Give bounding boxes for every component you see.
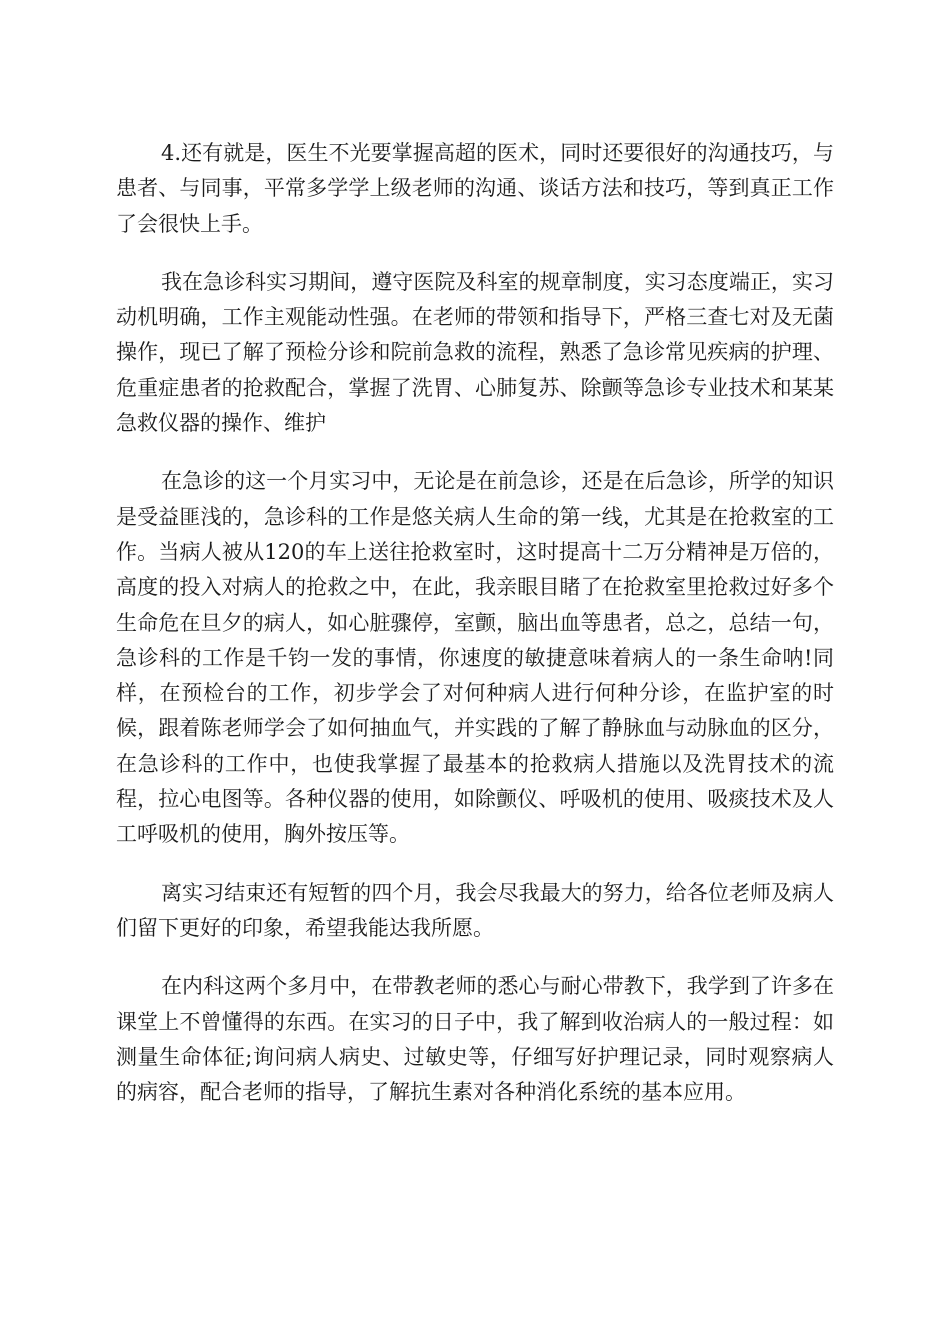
paragraph-communication-skills: 4.还有就是，医生不光要掌握高超的医术，同时还要很好的沟通技巧，与患者、与同事，平常多学学上级老师的沟通、谈话方法和技巧，等到真正工作了会很快上手。: [116, 141, 834, 236]
paragraph-emergency-internship-conduct: 我在急诊科实习期间，遵守医院及科室的规章制度，实习态度端正，实习动机明确，工作主观能动性强。在老师的带领和指导下，严格三查七对及无菌操作，现已了解了预检分诊和院前急救的流程，熟悉了急诊常见疾病的护理、危重症患者的抢救配合，掌握了洗胃、心肺复苏、除颤等急诊专业技术和某某急救仪器的操作、维护: [116, 269, 834, 436]
paragraph-emergency-month-experience: 在急诊的这一个月实习中，无论是在前急诊，还是在后急诊，所学的知识是受益匪浅的，急诊科的工作是悠关病人生命的第一线，尤其是在抢救室的工作。当病人被从120的车上送往抢救室时，这时提高十二万分精神是万倍的，高度的投入对病人的抢救之中，在此，我亲眼目睹了在抢救室里抢救过好多个生命危在旦夕的病人，如心脏骤停，室颤，脑出血等患者，总之，总结一句，急诊科的工作是千钧一发的事情，你速度的敏捷意味着病人的一条生命呐!同样，在预检台的工作，初步学会了对何种病人进行何种分诊，在监护室的时候，跟着陈老师学会了如何抽血气，并实践的了解了静脉血与动脉血的区分，在急诊科的工作中，也使我掌握了最基本的抢救病人措施以及洗胃技术的流程，拉心电图等。各种仪器的使用，如除颤仪、呼吸机的使用、吸痰技术及人工呼吸机的使用，胸外按压等。: [116, 469, 834, 847]
paragraph-remaining-months: 离实习结束还有短暂的四个月，我会尽我最大的努力，给各位老师及病人们留下更好的印象，希望我能达我所愿。: [116, 880, 834, 940]
paragraph-internal-medicine: 在内科这两个多月中，在带教老师的悉心与耐心带教下，我学到了许多在课堂上不曾懂得的东西。在实习的日子中，我了解到收治病人的一般过程：如测量生命体征;询问病人病史、过敏史等，仔细写好护理记录，同时观察病人的病容，配合老师的指导，了解抗生素对各种消化系统的基本应用。: [116, 974, 834, 1105]
